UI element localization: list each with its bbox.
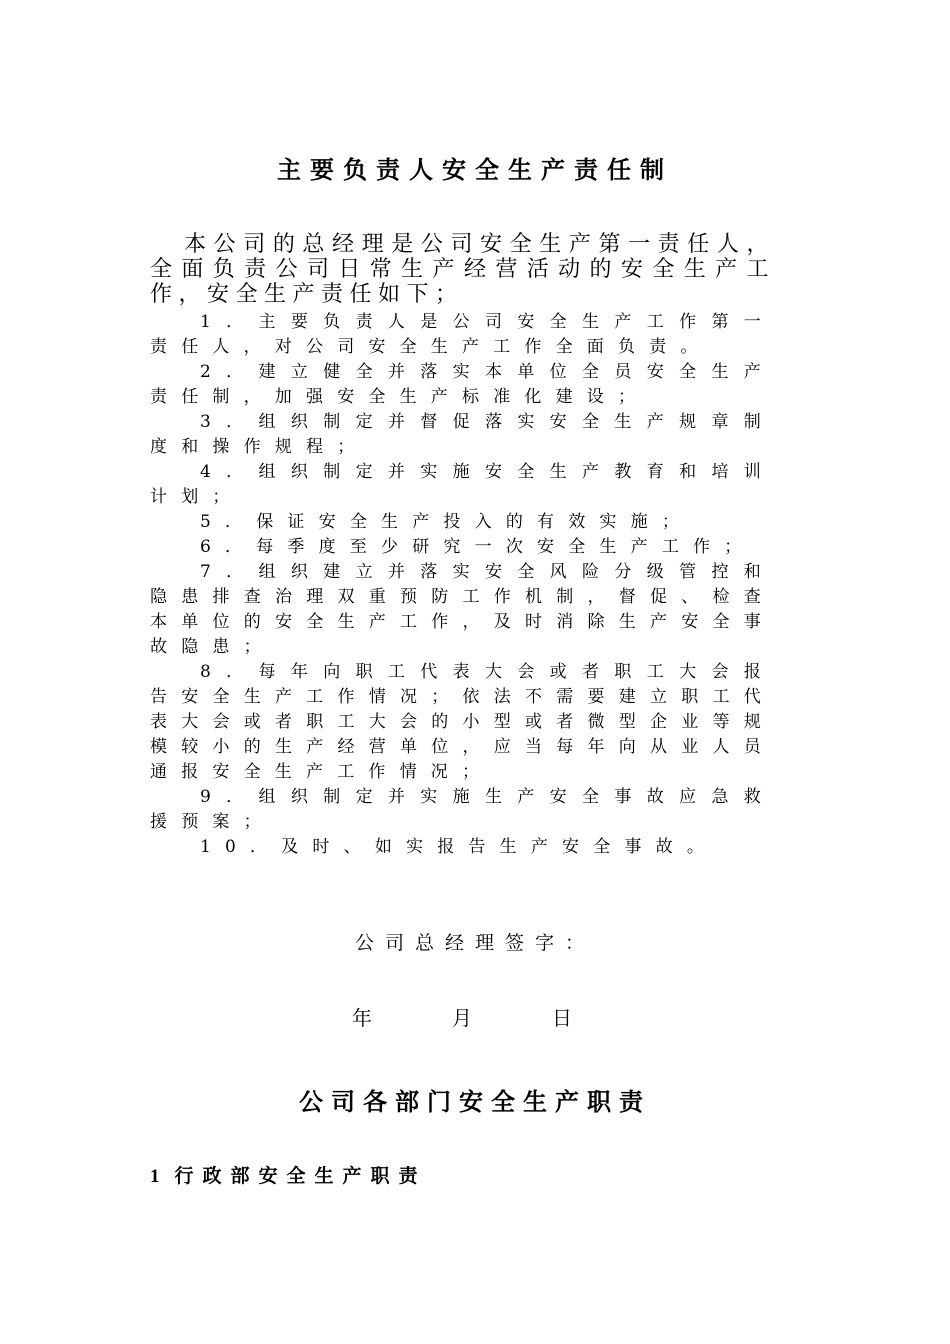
section-title: 行政部安全生产职责 [174, 1165, 427, 1187]
section-heading [150, 1161, 427, 1192]
list-item: 7．组织建立并落实安全风险分级管控和隐患排查治理双重预防工作机制，督促、检查本单位的安全生产工作，及时消除生产安全事故隐患； [150, 562, 775, 657]
list-item: 1．主要负责人是公司安全生产工作第一责任人，对公司安全生产工作全面负责。 [150, 312, 775, 357]
date-day: 日 [552, 1006, 572, 1030]
list-item: 5．保证安全生产投入的有效实施； [200, 512, 694, 532]
section-number: 1 [150, 1166, 169, 1187]
list-item: 2．建立健全并落实本单位全员安全生产责任制，加强安全生产标准化建设； [150, 362, 775, 407]
list-item: 3．组织制定并督促落实安全生产规章制度和操作规程； [150, 412, 775, 457]
section-heading-title: 公司各部门安全生产职责 [299, 1088, 651, 1116]
list-item: 6．每季度至少研究一次安全生产工作； [200, 537, 756, 557]
date-line [0, 1002, 950, 1034]
list-item: 4．组织制定并实施安全生产教育和培训计划； [150, 462, 775, 507]
date-year: 年 [352, 1006, 372, 1030]
list-item: 8．每年向职工代表大会或者职工大会报告安全生产工作情况；依法不需要建立职工代表大会或者职工大会的小型或者微型企业等规模较小的生产经营单位，应当每年向从业人员通报安全生产工作情况； [150, 662, 775, 782]
list-item: 10．及时、如实报告生产安全事故。 [200, 837, 719, 857]
intro-paragraph: 本公司的总经理是公司安全生产第一责任人，全面负责公司日常生产经营活动的安全生产工作，安全生产责任如下； [150, 232, 775, 307]
date-month: 月 [452, 1006, 472, 1030]
document-title: 主要负责人安全生产责任制 [277, 156, 673, 184]
list-item: 9．组织制定并实施生产安全事故应急救援预案； [150, 787, 775, 832]
signature-label: 公司总经理签字： [354, 932, 595, 954]
